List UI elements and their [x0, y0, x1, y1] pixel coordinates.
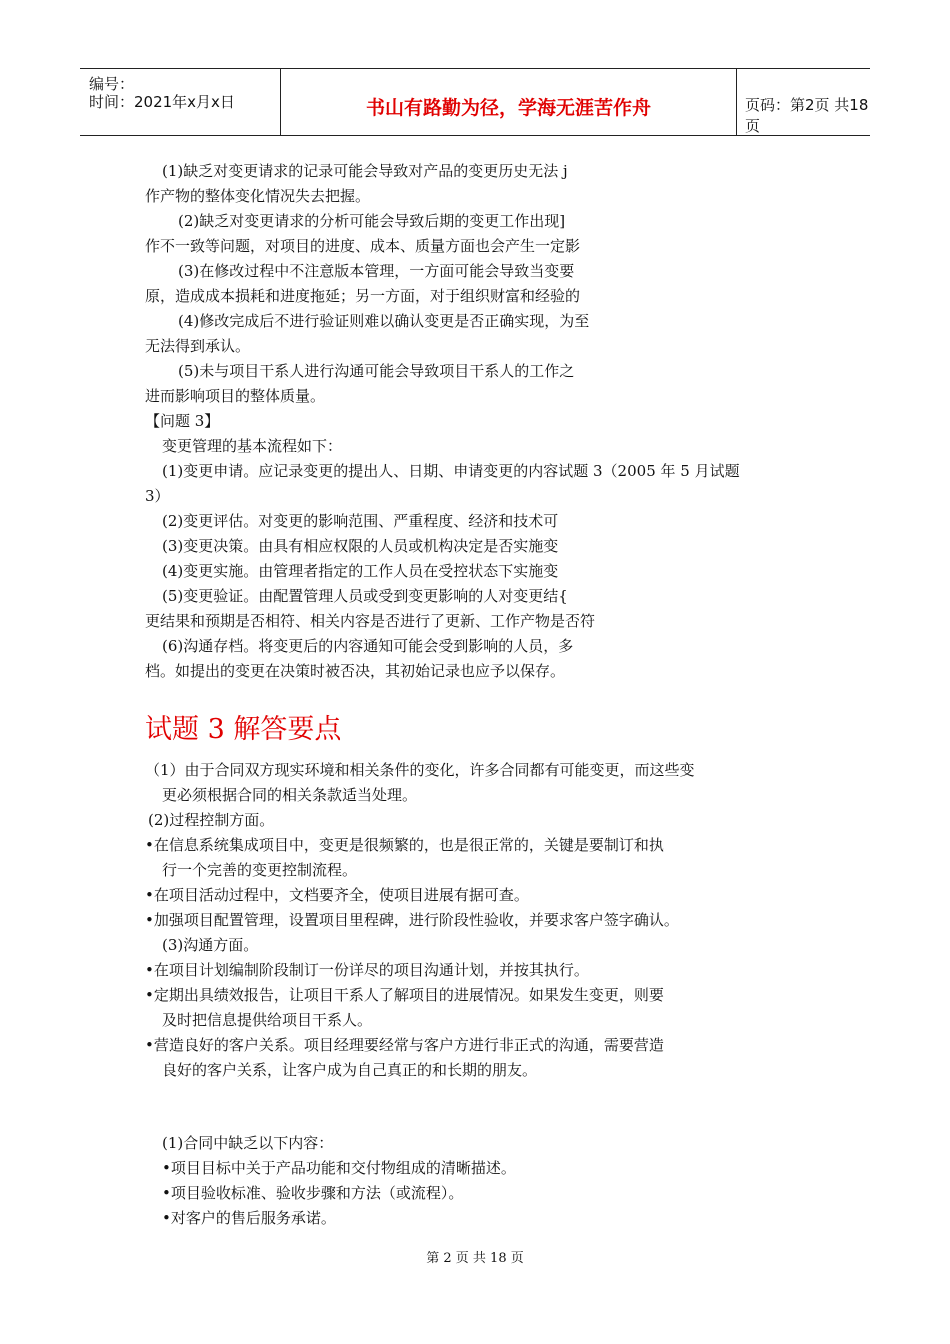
contract-line: •项目目标中关于产品功能和交付物组成的清晰描述。 [162, 1159, 516, 1177]
body-line: (2)缺乏对变更请求的分析可能会导致后期的变更工作出现] [178, 212, 566, 230]
body-line: (3)在修改过程中不注意版本管理，一方面可能会导致当变要 [178, 262, 575, 280]
body-line: (4)变更实施。由管理者指定的工作人员在受控状态下实施变 [162, 562, 559, 580]
date-label: 时间：2021年x月x日 [89, 93, 235, 111]
motto: 书山有路勤为径，学海无涯苦作舟 [365, 97, 651, 119]
body-line: 3） [145, 487, 170, 505]
contract-line: (1)合同中缺乏以下内容： [162, 1134, 334, 1152]
answer-line: •加强项目配置管理，设置项目里程碑，进行阶段性验收，并要求客户签字确认。 [145, 911, 679, 929]
header-info-cell [80, 69, 280, 135]
section-heading: 试题 3 解答要点 [145, 714, 342, 745]
answer-line: •在信息系统集成项目中，变更是很频繁的，也是很正常的，关键是要制订和执 [145, 836, 664, 854]
body-line: 更结果和预期是否相符、相关内容是否进行了更新、工作产物是否符 [145, 612, 596, 630]
serial-label: 编号： [89, 75, 135, 93]
answer-line: •在项目活动过程中，文档要齐全，使项目进展有据可查。 [145, 886, 529, 904]
answer-line: 及时把信息提供给项目干系人。 [162, 1011, 373, 1029]
body-line: (5)变更验证。由配置管理人员或受到变更影响的人对变更结{ [162, 587, 568, 605]
body-line: (6)沟通存档。将变更后的内容通知可能会受到影响的人员，多 [162, 637, 574, 655]
body-line: (1)变更申请。应记录变更的提出人、日期、申请变更的内容试题 3（2005 年 5 月试题 [162, 462, 740, 480]
body-line: (3)变更决策。由具有相应权限的人员或机构决定是否实施变 [162, 537, 559, 555]
answer-line: (2)过程控制方面。 [148, 811, 275, 829]
body-line: 作不一致等问题，对项目的进度、成本、质量方面也会产生一定影 [145, 237, 581, 255]
answer-line: •在项目计划编制阶段制订一份详尽的项目沟通计划，并按其执行。 [145, 961, 589, 979]
page-header [80, 68, 870, 136]
answer-line: (3)沟通方面。 [162, 936, 259, 954]
header-page-cell [735, 69, 870, 135]
body-line: 进而影响项目的整体质量。 [145, 387, 326, 405]
answer-line: •定期出具绩效报告，让项目干系人了解项目的进展情况。如果发生变更，则要 [145, 986, 664, 1004]
page-footer: 第 2 页 共 18 页 [426, 1251, 524, 1266]
contract-line: •项目验收标准、验收步骤和方法（或流程）。 [162, 1184, 464, 1202]
header-motto-cell [280, 69, 737, 135]
body-line: 无法得到承认。 [145, 337, 251, 355]
body-line: 档。如提出的变更在决策时被否决，其初始记录也应予以保存。 [145, 662, 566, 680]
body-line: (2)变更评估。对变更的影响范围、严重程度、经济和技术可 [162, 512, 559, 530]
contract-line: •对客户的售后服务承诺。 [162, 1209, 336, 1227]
answer-line: 行一个完善的变更控制流程。 [162, 861, 358, 879]
body-line: (1)缺乏对变更请求的记录可能会导致对产品的变更历史无法 j [162, 162, 568, 180]
page-label: 页码：第2页 共18页 [745, 96, 869, 135]
body-line: (4)修改完成后不进行验证则难以确认变更是否正确实现，为至 [178, 312, 590, 330]
body-line: 作产物的整体变化情况失去把握。 [145, 187, 371, 205]
body-line: (5)未与项目干系人进行沟通可能会导致项目干系人的工作之 [178, 362, 575, 380]
question-label: 【问题 3】 [145, 412, 220, 430]
body-line: 变更管理的基本流程如下： [162, 437, 343, 455]
answer-line: 良好的客户关系，让客户成为自己真正的和长期的朋友。 [162, 1061, 538, 1079]
answer-line: •营造良好的客户关系。项目经理要经常与客户方进行非正式的沟通，需要营造 [145, 1036, 664, 1054]
answer-line: （1）由于合同双方现实环境和相关条件的变化，许多合同都有可能变更，而这些变 [145, 761, 695, 779]
body-line: 原，造成成本损耗和进度拖延；另一方面，对于组织财富和经验的 [145, 287, 581, 305]
answer-line: 更必须根据合同的相关条款适当处理。 [162, 786, 418, 804]
